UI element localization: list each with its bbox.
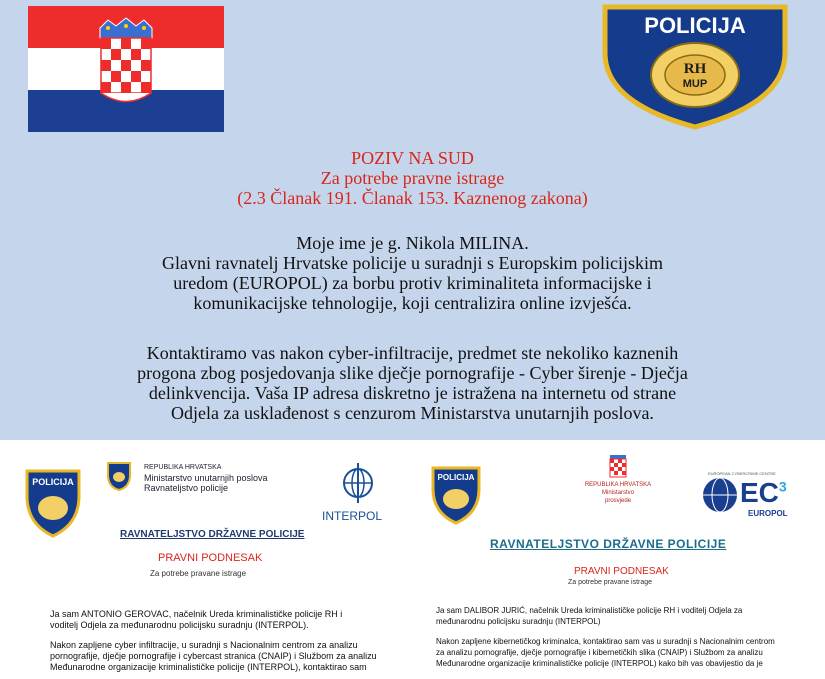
text-line: pornografije, dječje pornografije i cybercast stranica (CNAIP) i Službom za analizu [50,651,377,661]
police-badge-logo [593,3,797,130]
text-line: međunarodnu policijsku suradnju (INTERPOL) [436,617,601,626]
summons-title [0,148,825,208]
ec3-logo [740,477,787,509]
police-badge-icon [24,468,82,538]
text-line: voditelj Odjela za međunarodnu policijsku suradnju (INTERPOL). [50,620,309,630]
body-line: Kontaktiramo vas nakon cyber-infiltracije, predmet ste nekoliko kaznenih [146,343,679,363]
intro-line: Glavni ravnatelj Hrvatske policije u suradnji s Europskim policijskim [162,253,663,273]
document-text [436,605,821,669]
police-badge-icon [430,465,482,525]
interpol-label: INTERPOL [322,509,383,523]
ministry-line: prosvjede [604,498,631,504]
intro-paragraph [0,233,825,313]
text-line: Ja sam ANTONIO GEROVAC, načelnik Ureda kriminalističke policije RH i [50,609,343,619]
ec3-top-label: EUROPEAN CYBERCRIME CENTRE [708,471,776,476]
ministry-line: Ravnateljstvo policije [144,483,229,493]
croatian-coat-of-arms-icon [608,453,628,479]
europol-label: EUROPOL [748,509,788,518]
text-line: Ja sam DALIBOR JURIĆ, načelnik Ureda kriminalističke policije RH i voditelj Odjela za [436,606,743,615]
ministry-line: Ministarstvo [601,490,634,496]
document-heading: RAVNATELJSTVO DRŽAVNE POLICIJE [490,537,727,551]
body-line: delinkvencija. Vaša IP adresa diskretno je istražena na internetu od strane [148,383,677,403]
intro-line: Moje ime je g. Nikola MILINA. [296,233,529,253]
body-line: Odjela za usklađenost s cenzurom Ministarstva unutarnjih poslova. [171,403,654,423]
title-line: POZIV NA SUD [351,148,474,168]
europol-globe-icon [700,475,740,515]
checkerboard-shield-icon [101,38,151,102]
intro-line: komunikacijske tehnologije, koji centralizira online izvješća. [193,293,632,313]
interpol-globe-icon [338,461,378,505]
title-legal-reference: (2.3 Članak 191. Članak 153. Kaznenog zakona) [237,188,588,208]
document-subheading: PRAVNI PODNESAK [574,566,669,577]
ministry-header [144,463,268,493]
document-heading: RAVNATELJSTVO DRŽAVNE POLICIJE [120,529,305,540]
intro-line: uredom (EUROPOL) za borbu protiv kriminaliteta informacijske i [173,273,652,293]
ministry-line: REPUBLIKA HRVATSKA [584,482,652,488]
text-line: Međunarodne organizacije kriminalističke policije (INTERPOL), kontaktirao sam [50,662,367,672]
croatian-flag [28,6,224,132]
title-subtitle: Za potrebe pravne istrage [320,168,505,188]
svg-text:RH: RH [683,61,707,77]
svg-text:POLICIJA: POLICIJA [32,477,74,487]
ministry-line: Ministarstvo unutarnjih poslova [144,473,268,483]
document-subheading: PRAVNI PODNESAK [158,552,263,564]
document-scan-europol [418,451,823,679]
text-line: Nakon zapljene cyber infiltracije, u suradnji s Nacionalnim centrom za analizu [50,640,358,650]
document-purpose: Za potrebe pravane istrage [150,569,247,578]
ministry-header [578,481,658,505]
body-paragraph [0,343,825,423]
document-scan-interpol [10,451,398,679]
svg-text:POLICIJA: POLICIJA [644,13,746,38]
document-text [50,609,395,673]
text-line: Nakon zapljene kibernetičkog kriminalca, kontaktirao sam vas u suradnji s Nacionalnim centrom [436,637,775,646]
coat-of-arms-crown-icon [100,18,152,38]
text-line: za analizu pornografije, dječje pornografije i kibernetičkih slika (CNAIP) i Službom za analizu [436,648,763,657]
document-purpose: Za potrebe pravane istrage [568,579,653,586]
ministry-line: REPUBLIKA HRVATSKA [144,464,222,471]
svg-text:MUP: MUP [682,78,708,90]
ec3-logo-text: EC [740,477,779,508]
body-line: progona zbog posjedovanja slike dječje pornografije - Cyber širenje - Dječja [137,363,688,383]
text-line: Međunarodne organizacije kriminalističke policije (INTERPOL) kako bih vas obavijestio da je [436,659,763,668]
ministry-emblem-icon [106,461,132,491]
svg-text:POLICIJA: POLICIJA [437,473,475,482]
ec3-logo-superscript: 3 [778,478,787,495]
